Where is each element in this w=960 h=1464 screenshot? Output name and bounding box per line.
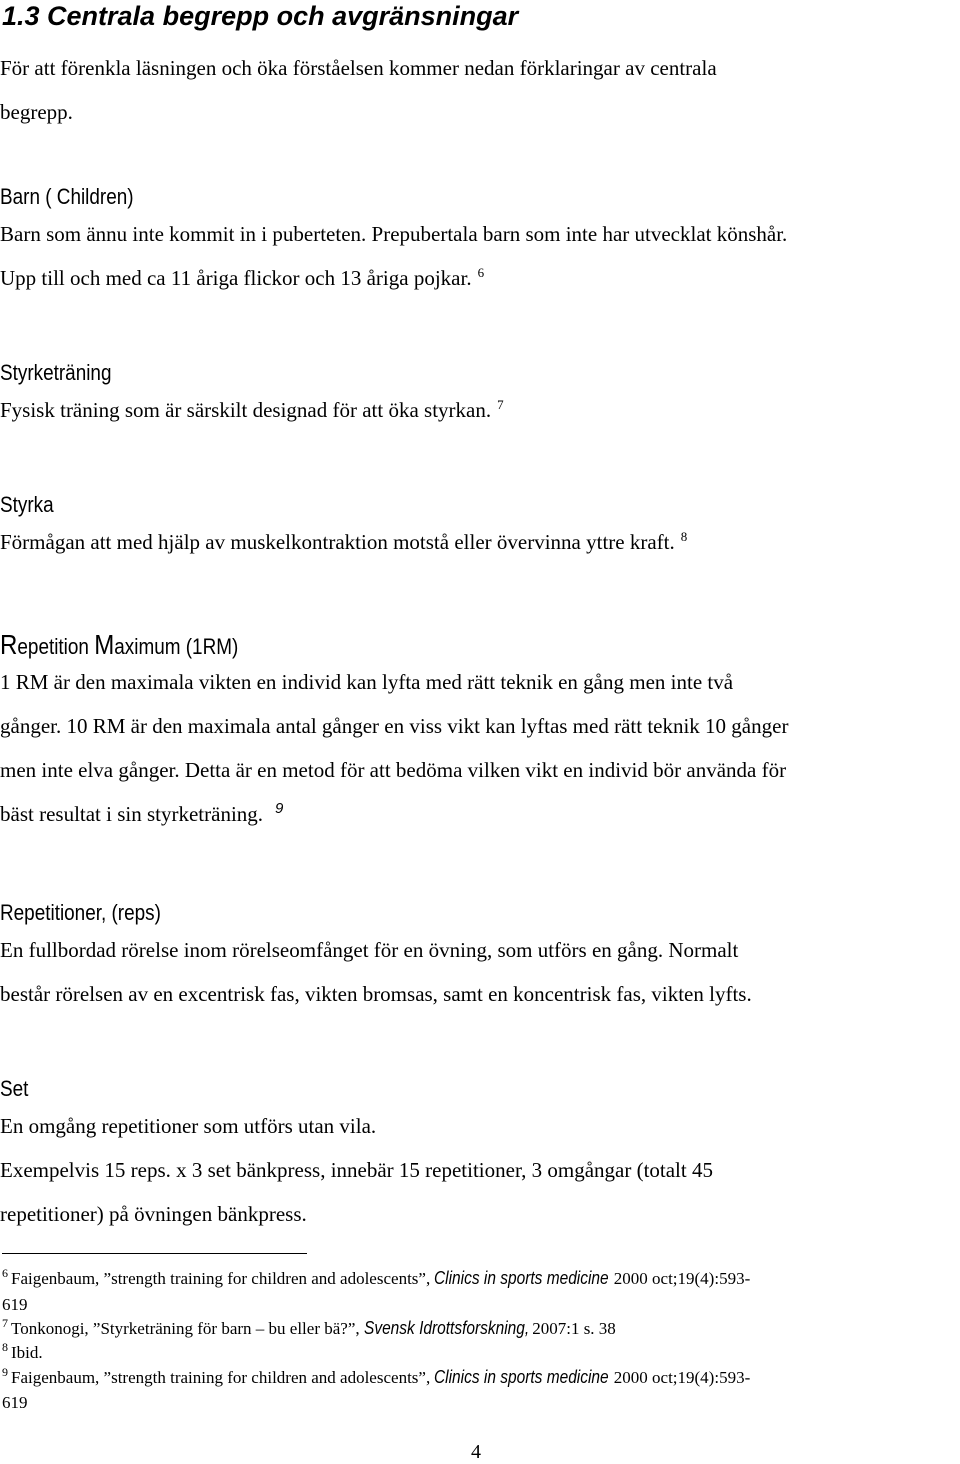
intro-paragraph: [0, 46, 960, 134]
footnote-9: [2, 1365, 952, 1390]
footnote-7-source: Svensk Idrottsforskning,: [363, 1318, 530, 1338]
term-rm-part-1: epetition: [17, 634, 95, 659]
section-heading: 1.3 Centrala begrepp och avgränsningar: [2, 1, 519, 31]
footnote-9-continuation: 619: [2, 1393, 28, 1412]
reps-line-2: består rörelsen av en excentrisk fas, vikten bromsas, samt en koncentrisk fas, vikten lyfts.: [0, 982, 752, 1006]
rm-line-1: 1 RM är den maximala vikten en individ kan lyfta med rätt teknik en gång men inte två: [0, 670, 734, 694]
footnote-ref-7: 7: [497, 397, 504, 412]
term-repetitions: Repetitioner, (reps): [0, 900, 161, 925]
strength-training-line-1: [0, 388, 960, 432]
term-rm-r: R: [0, 629, 18, 660]
strength-training-line-1-text: Fysisk träning som är särskilt designad för att öka styrkan.: [0, 398, 492, 422]
definition-children: [0, 182, 960, 300]
definition-strength-training: [0, 358, 960, 432]
footnote-8-text: Ibid.: [11, 1343, 43, 1362]
children-line-2-text: Upp till och med ca 11 åriga flickor och 13 åriga pojkar.: [0, 266, 472, 290]
term-repetition-maximum: [0, 630, 826, 660]
set-line-2: Exempelvis 15 reps. x 3 set bänkpress, innebär 15 repetitioner, 3 omgångar (totalt 45: [0, 1158, 713, 1182]
footnote-7-text: Tonkonogi, ”Styrketräning för barn – bu eller bä?”,: [11, 1319, 360, 1338]
term-rm-part-2: aximum (1RM): [114, 634, 239, 659]
footnote-9-tail: 2000 oct;19(4):593-: [613, 1368, 751, 1387]
footnote-7-tail: 2007:1 s. 38: [532, 1319, 616, 1338]
footnote-ref-9: 9: [275, 800, 284, 817]
set-line-3: repetitioner) på övningen bänkpress.: [0, 1202, 307, 1226]
definition-strength: [0, 490, 960, 564]
footnote-6: [2, 1266, 952, 1291]
term-children: Barn ( Children): [0, 184, 134, 209]
term-strength: Styrka: [0, 492, 54, 517]
footnote-6-number: 6: [2, 1266, 8, 1281]
footnote-ref-8: 8: [680, 529, 688, 544]
term-set: Set: [0, 1076, 29, 1101]
children-line-1: Barn som ännu inte kommit in i puberteten. Prepubertala barn som inte har utvecklat könshår.: [0, 222, 788, 246]
footnote-6-text: Faigenbaum, ”strength training for children and adolescents”,: [11, 1269, 431, 1288]
intro-line-2: begrepp.: [0, 100, 73, 124]
footnote-7: [2, 1316, 952, 1341]
footnote-9-source: Clinics in sports medicine: [434, 1367, 610, 1387]
footnote-6-source: Clinics in sports medicine: [434, 1268, 610, 1288]
footnote-ref-6: 6: [477, 265, 485, 280]
definition-repetitions: [0, 898, 960, 1016]
footnote-7-number: 7: [2, 1316, 8, 1331]
footnote-9-text: Faigenbaum, ”strength training for children and adolescents”,: [11, 1368, 431, 1387]
definition-repetition-maximum: [0, 630, 960, 836]
footnote-9-number: 9: [2, 1365, 8, 1380]
footnote-8: [2, 1341, 952, 1365]
intro-line-1: För att förenkla läsningen och öka förståelsen kommer nedan förklaringar av centrala: [0, 56, 717, 80]
children-line-2: [0, 256, 960, 300]
footnote-6-tail: 2000 oct;19(4):593-: [613, 1269, 751, 1288]
definition-set: [0, 1074, 960, 1236]
footnote-6-continuation: 619: [2, 1295, 28, 1314]
strength-line-1: [0, 520, 960, 564]
rm-line-3: men inte elva gånger. Detta är en metod för att bedöma vilken vikt en individ bör använda för: [0, 758, 787, 782]
set-line-1: En omgång repetitioner som utförs utan vila.: [0, 1114, 377, 1138]
term-rm-m: M: [94, 629, 115, 660]
reps-line-1: En fullbordad rörelse inom rörelseomfånget för en övning, som utförs en gång. Normalt: [0, 938, 739, 962]
rm-line-2: gånger. 10 RM är den maximala antal gånger en viss vikt kan lyftas med rätt teknik 10 gånger: [0, 714, 789, 738]
strength-line-1-text: Förmågan att med hjälp av muskelkontraktion motstå eller övervinna yttre kraft.: [0, 530, 675, 554]
term-strength-training: Styrketräning: [0, 360, 112, 385]
rm-line-4-text: bäst resultat i sin styrketräning.: [0, 802, 264, 826]
rm-line-4: [0, 792, 960, 836]
footnote-separator: [2, 1253, 307, 1254]
page-number: 4: [471, 1441, 481, 1463]
footnote-8-number: 8: [2, 1340, 8, 1355]
